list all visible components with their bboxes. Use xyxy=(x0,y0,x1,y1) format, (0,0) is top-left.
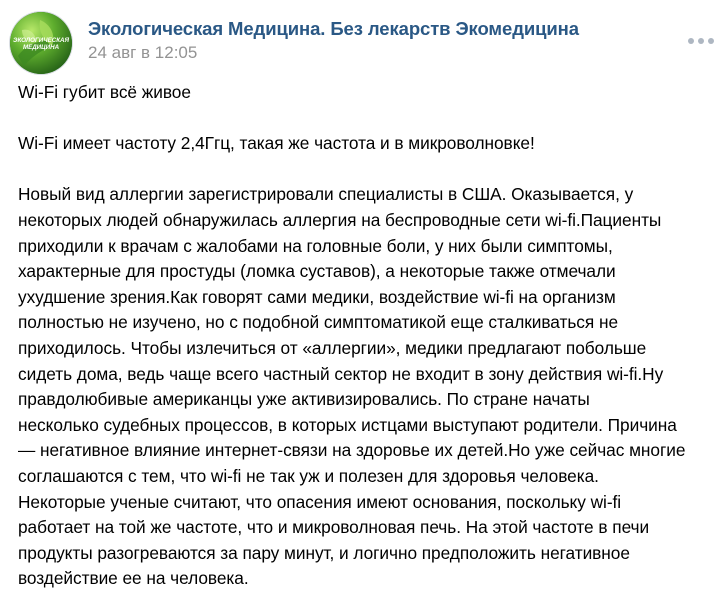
post-paragraph-2 xyxy=(18,182,718,592)
post-paragraph-1: Wi-Fi имеет частоту 2,4Ггц, такая же частота и в микроволновке! xyxy=(18,133,535,154)
text-line: Новый вид аллергии зарегистрировали специалисты в США. Оказывается, у xyxy=(18,184,634,205)
more-dot xyxy=(708,38,714,44)
more-dot xyxy=(688,38,694,44)
text-line: приходилось. Чтобы излечиться от «аллергии», медики предлагают побольше xyxy=(18,337,647,358)
text-line: приходили к врачам с жалобами на головные боли, у них были симптомы, xyxy=(18,235,613,256)
text-line: ухудшение зрения.Как говорят сами медики, воздействие wi-fi на организм xyxy=(18,286,616,307)
text-line: сидеть дома, ведь чаще всего частный сектор не входит в зону действия wi-fi.Ну xyxy=(18,363,664,384)
leaf-logo-icon xyxy=(10,12,72,74)
text-line: несколько судебных процессов, в которых истцами выступают родители. Причина xyxy=(18,414,677,435)
text-line: работает на той же частоте, что и микроволновая печь. На этой частоте в печи xyxy=(18,517,650,538)
more-dot xyxy=(698,38,704,44)
post-date-link[interactable]: 24 авг в 12:05 xyxy=(88,43,198,62)
text-line: — негативное влияние интернет-связи на здоровье их детей.Но уже сейчас многие xyxy=(18,440,686,461)
avatar[interactable] xyxy=(10,12,72,74)
text-line: некоторых людей обнаружилась аллергия на беспроводные сети wi-fi.Пациенты xyxy=(18,209,662,230)
text-line: правдолюбивые американцы уже активизировались. По стране начаты xyxy=(18,389,590,410)
post-header xyxy=(10,10,716,74)
post-title-line: Wi-Fi губит всё живое xyxy=(18,82,191,102)
logo-text-line1: ЭКОЛОГИЧЕСКАЯ xyxy=(13,37,69,44)
text-line: продукты разогреваются за пару минут, и логично предположить негативное xyxy=(18,542,630,563)
text-line: воздействие ее на человека. xyxy=(18,568,249,589)
post-text xyxy=(18,80,718,592)
text-line: полностью не изучено, но с подобной симптоматикой еще сталкиваться не xyxy=(18,312,619,333)
text-line: Некоторые ученые считают, что опасения имеют основания, поскольку wi-fi xyxy=(18,491,622,512)
text-line: характерные для простуды (ломка суставов), а некоторые также отмечали xyxy=(18,261,616,282)
text-line: соглашаются с тем, что wi-fi не так уж и полезен для здоровья человека. xyxy=(18,465,599,486)
more-horizontal-icon[interactable] xyxy=(688,36,714,46)
logo-text-line2: МЕДИЦИНА xyxy=(22,44,60,51)
post-author-link[interactable]: Экологическая Медицина. Без лекарств Экомедицина xyxy=(88,18,579,39)
